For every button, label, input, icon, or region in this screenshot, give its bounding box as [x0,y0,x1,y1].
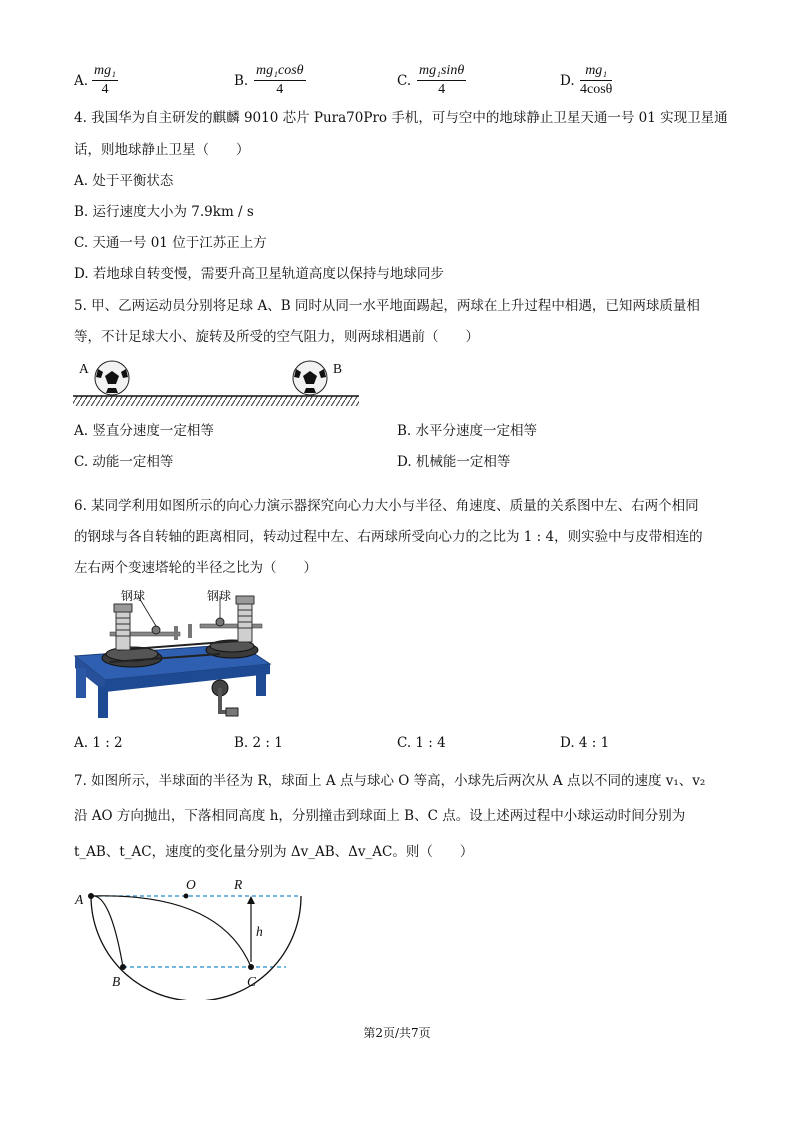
q5-option-c: C. 动能一定相等 [74,454,174,470]
q4-option-c: C. 天通一号 01 位于江苏正上方 [74,235,267,251]
q7-label-a: A [75,892,84,907]
q6-stem-line-2: 的钢球与各自转轴的距离相同，转动过程中左、右两球所受向心力的之比为 1 : 4，则实验中与皮带相连的 [74,529,703,545]
point-c [248,964,254,970]
ground-hatch [73,396,359,406]
q6-option-a: A. 1 : 2 [74,735,123,751]
apparatus-left-steel-ball [152,626,160,634]
q3-option-a-label: A. [74,73,89,89]
q6-centripetal-force-apparatus [70,588,275,723]
q4-stem-line-1: 4. 我国华为自主研发的麒麟 9010 芯片 Pura70Pro 手机，可与空中的地球静止卫星天通一号 01 实现卫星通 [74,110,728,126]
q7-label-c: C [247,974,257,989]
q6-option-d: D. 4 : 1 [560,735,610,751]
page-footer: 第2页/共7页 [363,1026,431,1040]
q5-option-d: D. 机械能一定相等 [397,454,511,470]
q3-option-b-label: B. [234,73,249,89]
q5-stem-line-1: 5. 甲、乙两运动员分别将足球 A、B 同时从同一水平地面踢起，两球在上升过程中相遇，已知两球质量相 [74,298,700,314]
q7-stem-line-2: 沿 AO 方向抛出，下落相同高度 h，分别撞击到球面上 B、C 点。设上述两过程中小球运动时间分别为 [74,808,686,824]
numerator: mg₁ [92,62,118,81]
q5-ball-a-label: A [79,361,89,376]
trajectory-to-b [91,896,123,967]
q6-option-b: B. 2 : 1 [234,735,283,751]
numerator: mg₁ [580,62,612,81]
q5-option-a: A. 竖直分速度一定相等 [74,423,214,439]
q3-option-d-fraction [580,62,612,99]
denominator: 4 [101,82,109,97]
soccer-ball-a-icon [95,361,129,395]
q4-option-a: A. 处于平衡状态 [74,173,174,189]
q6-stem-line-3: 左右两个变速塔轮的半径之比为（ ） [74,560,317,576]
q6-option-c: C. 1 : 4 [397,735,446,751]
q5-option-b: B. 水平分速度一定相等 [397,423,538,439]
denominator: 4cosθ [580,82,613,97]
q3-option-a-fraction [92,62,118,99]
apparatus-right-steel-ball [216,618,224,626]
numerator: mg₁cosθ [254,62,306,81]
numerator: mg₁sinθ [417,62,466,81]
q4-option-b: B. 运行速度大小为 7.9km / s [74,204,254,220]
q7-label-r: R [234,877,243,892]
q5-soccer-figure [70,352,370,412]
q7-stem-line-3: t_AB、t_AC，速度的变化量分别为 Δv_AB、Δv_AC。则（ ） [74,844,474,860]
q4-option-d: D. 若地球自转变慢，需要升高卫星轨道高度以保持与地球同步 [74,266,444,282]
q5-ball-b-label: B [333,361,343,376]
denominator: 4 [276,82,284,97]
denominator: 4 [438,82,446,97]
point-a [88,893,94,899]
q3-option-c-fraction [417,62,466,99]
q6-steel-ball-left-label: 钢球 [121,589,146,603]
q4-stem-line-2: 话，则地球静止卫星（ ） [74,142,250,158]
q7-label-h: h [256,924,263,939]
q3-option-c-label: C. [397,73,412,89]
q7-label-o: O [186,877,196,892]
q3-option-d-label: D. [560,73,575,89]
q6-steel-ball-right-label: 钢球 [207,589,232,603]
q3-option-b-fraction [254,62,306,99]
soccer-ball-b-icon [293,361,327,395]
q7-label-b: B [112,974,121,989]
q5-stem-line-2: 等，不计足球大小、旋转及所受的空气阻力，则两球相遇前（ ） [74,329,479,345]
q7-stem-line-1: 7. 如图所示，半球面的半径为 R，球面上 A 点与球心 O 等高，小球先后两次从 A 点以不同的速度 v₁、v₂ [74,773,706,789]
point-b [120,964,126,970]
q6-stem-line-1: 6. 某同学利用如图所示的向心力演示器探究向心力大小与半径、角速度、质量的关系图中左、右两个相同 [74,498,699,514]
